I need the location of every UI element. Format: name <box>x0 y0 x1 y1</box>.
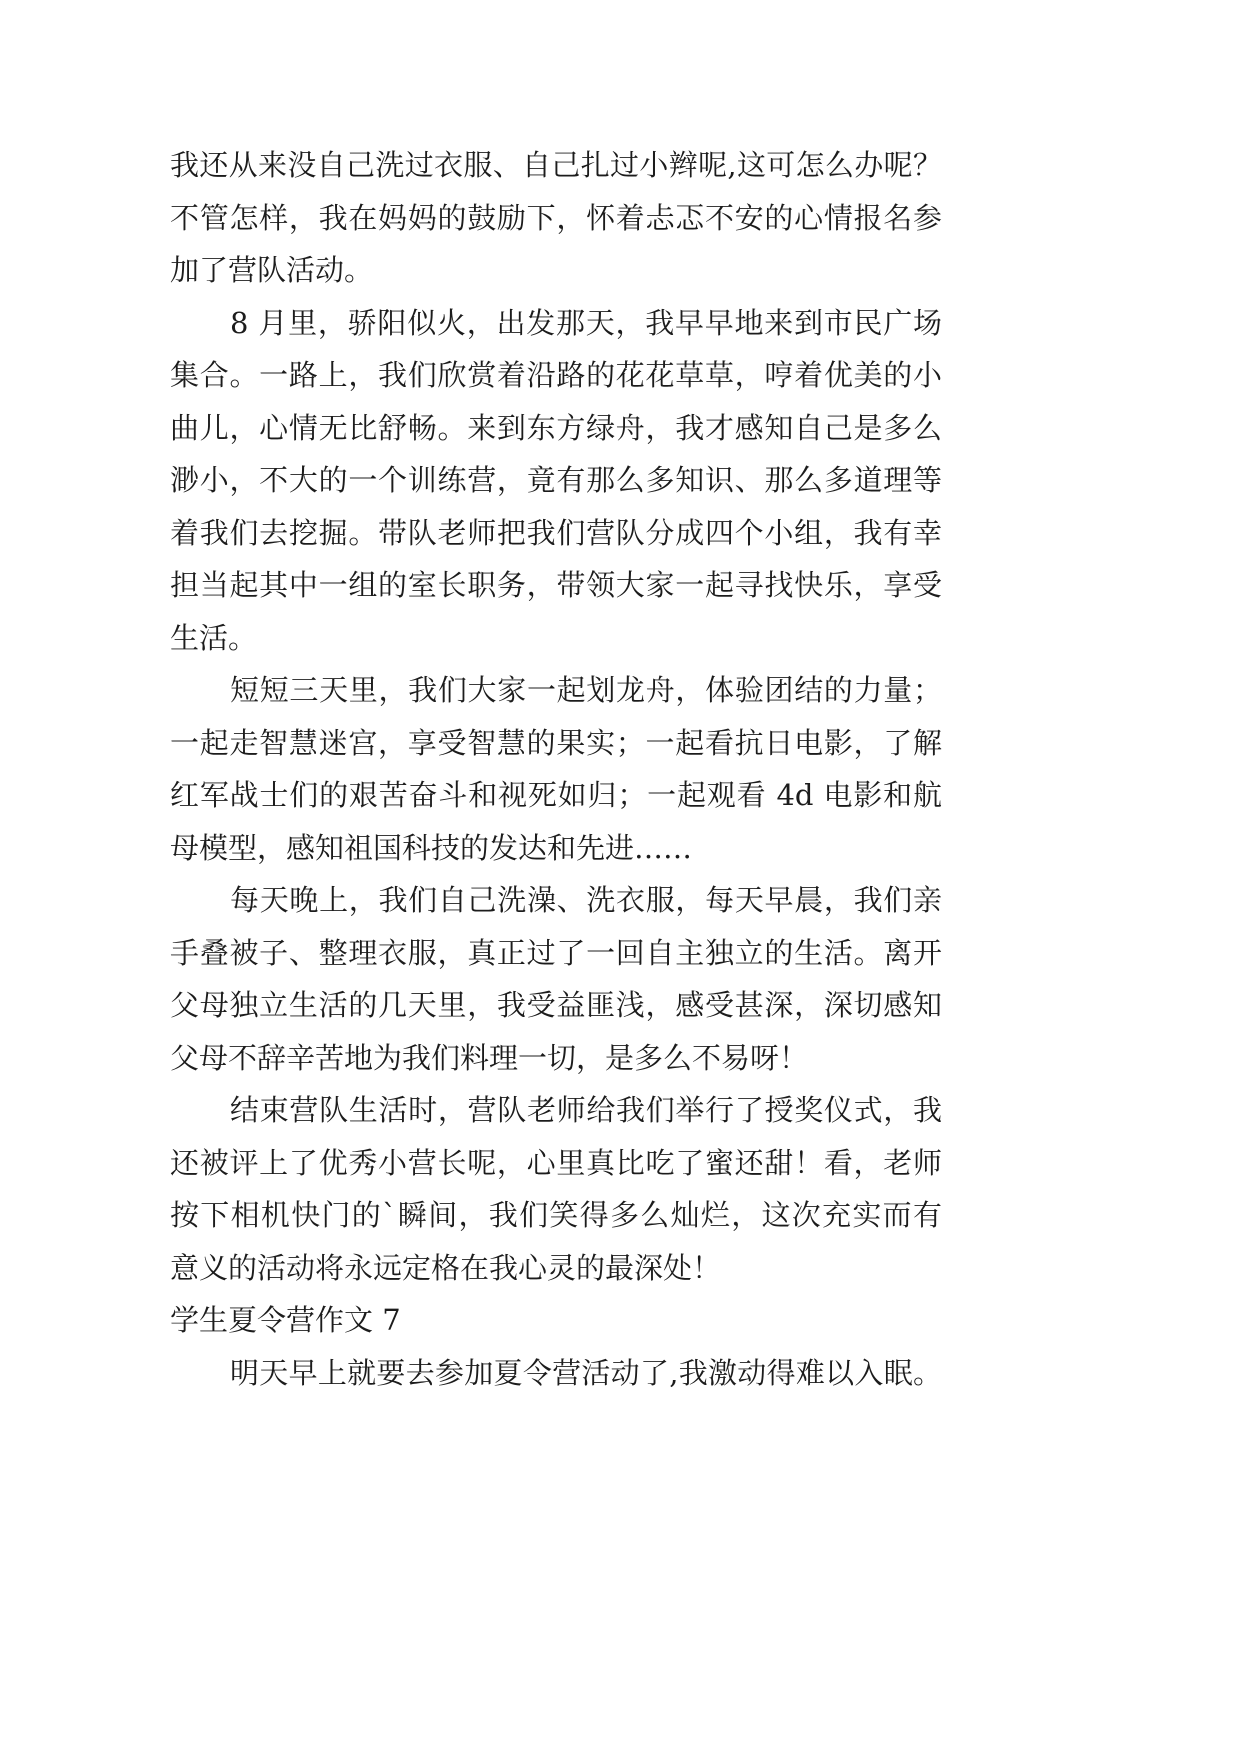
heading-line <box>170 1294 942 1347</box>
paragraph-line <box>170 139 942 192</box>
line-text: 父母不辞辛苦地为我们料理一切，是多么不易呀！ <box>170 1040 809 1075</box>
line-text: 母模型，感知祖国科技的发达和先进…… <box>170 830 693 865</box>
paragraph-line <box>170 1084 942 1137</box>
line-text: 结束营队生活时，营队老师给我们举行了授奖仪式，我 <box>230 1093 942 1127</box>
paragraph-line <box>170 1137 942 1190</box>
paragraph-line <box>170 612 942 665</box>
line-text: 明天早上就要去参加夏令营活动了,我激动得难以入眠。 <box>230 1355 942 1390</box>
line-text: 着我们去挖掘。带队老师把我们营队分成四个小组，我有幸 <box>170 515 942 550</box>
line-text: 8 月里，骄阳似火，出发那天，我早早地来到市民广场 <box>230 305 942 340</box>
paragraph-line <box>170 1032 942 1085</box>
line-text: 红军战士们的艰苦奋斗和视死如归；一起观看 4d 电影和航 <box>170 778 942 812</box>
line-text: 生活。 <box>170 620 258 655</box>
line-text: 不管怎样，我在妈妈的鼓励下，怀着忐忑不安的心情报名参 <box>170 200 942 235</box>
paragraph-line <box>170 192 942 245</box>
paragraph-line <box>170 874 942 927</box>
paragraph-line <box>170 1189 942 1242</box>
paragraph-line <box>170 507 942 560</box>
line-text: 我还从来没自己洗过衣服、自己扎过小辫呢,这可怎么办呢？ <box>170 148 942 182</box>
section-heading <box>170 1294 942 1347</box>
line-text: 意义的活动将永远定格在我心灵的最深处！ <box>170 1250 722 1285</box>
paragraph-line <box>170 297 942 350</box>
paragraph-line <box>170 717 942 770</box>
paragraph-line <box>170 454 942 507</box>
paragraph-line <box>170 559 942 612</box>
line-text: 父母独立生活的几天里，我受益匪浅，感受甚深，深切感知 <box>170 988 942 1022</box>
line-text: 担当起其中一组的室长职务，带领大家一起寻找快乐，享受 <box>170 568 942 602</box>
line-text: 短短三天里，我们大家一起划龙舟，体验团结的力量； <box>230 673 942 707</box>
paragraph <box>170 139 942 297</box>
paragraph-line <box>170 664 942 717</box>
paragraph <box>170 297 942 665</box>
line-text: 每天晚上，我们自己洗澡、洗衣服，每天早晨，我们亲 <box>230 883 942 917</box>
paragraph <box>170 874 942 1084</box>
line-text: 曲儿，心情无比舒畅。来到东方绿舟，我才感知自己是多么 <box>170 410 942 445</box>
paragraph-line <box>170 1242 942 1295</box>
paragraph <box>170 664 942 874</box>
essay-body <box>170 139 942 1399</box>
paragraph-line <box>170 402 942 455</box>
paragraph-line <box>170 349 942 402</box>
line-text: 按下相机快门的`瞬间，我们笑得多么灿烂，这次充实而有 <box>170 1198 942 1232</box>
line-text: 学生夏令营作文 7 <box>170 1303 401 1337</box>
line-text: 一起走智慧迷宫，享受智慧的果实；一起看抗日电影，了解 <box>170 725 942 760</box>
paragraph-line <box>170 927 942 980</box>
line-text: 集合。一路上，我们欣赏着沿路的花花草草，哼着优美的小 <box>170 358 942 392</box>
paragraph-line <box>170 979 942 1032</box>
paragraph <box>170 1347 942 1400</box>
paragraph-line <box>170 769 942 822</box>
paragraph <box>170 1084 942 1294</box>
line-text: 渺小，不大的一个训练营，竟有那么多知识、那么多道理等 <box>170 463 942 497</box>
paragraph-line <box>170 1347 942 1400</box>
line-text: 还被评上了优秀小营长呢，心里真比吃了蜜还甜！看，老师 <box>170 1145 942 1180</box>
line-text: 手叠被子、整理衣服，真正过了一回自主独立的生活。离开 <box>170 935 942 970</box>
paragraph-line <box>170 244 942 297</box>
paragraph-line <box>170 822 942 875</box>
line-text: 加了营队活动。 <box>170 253 374 287</box>
